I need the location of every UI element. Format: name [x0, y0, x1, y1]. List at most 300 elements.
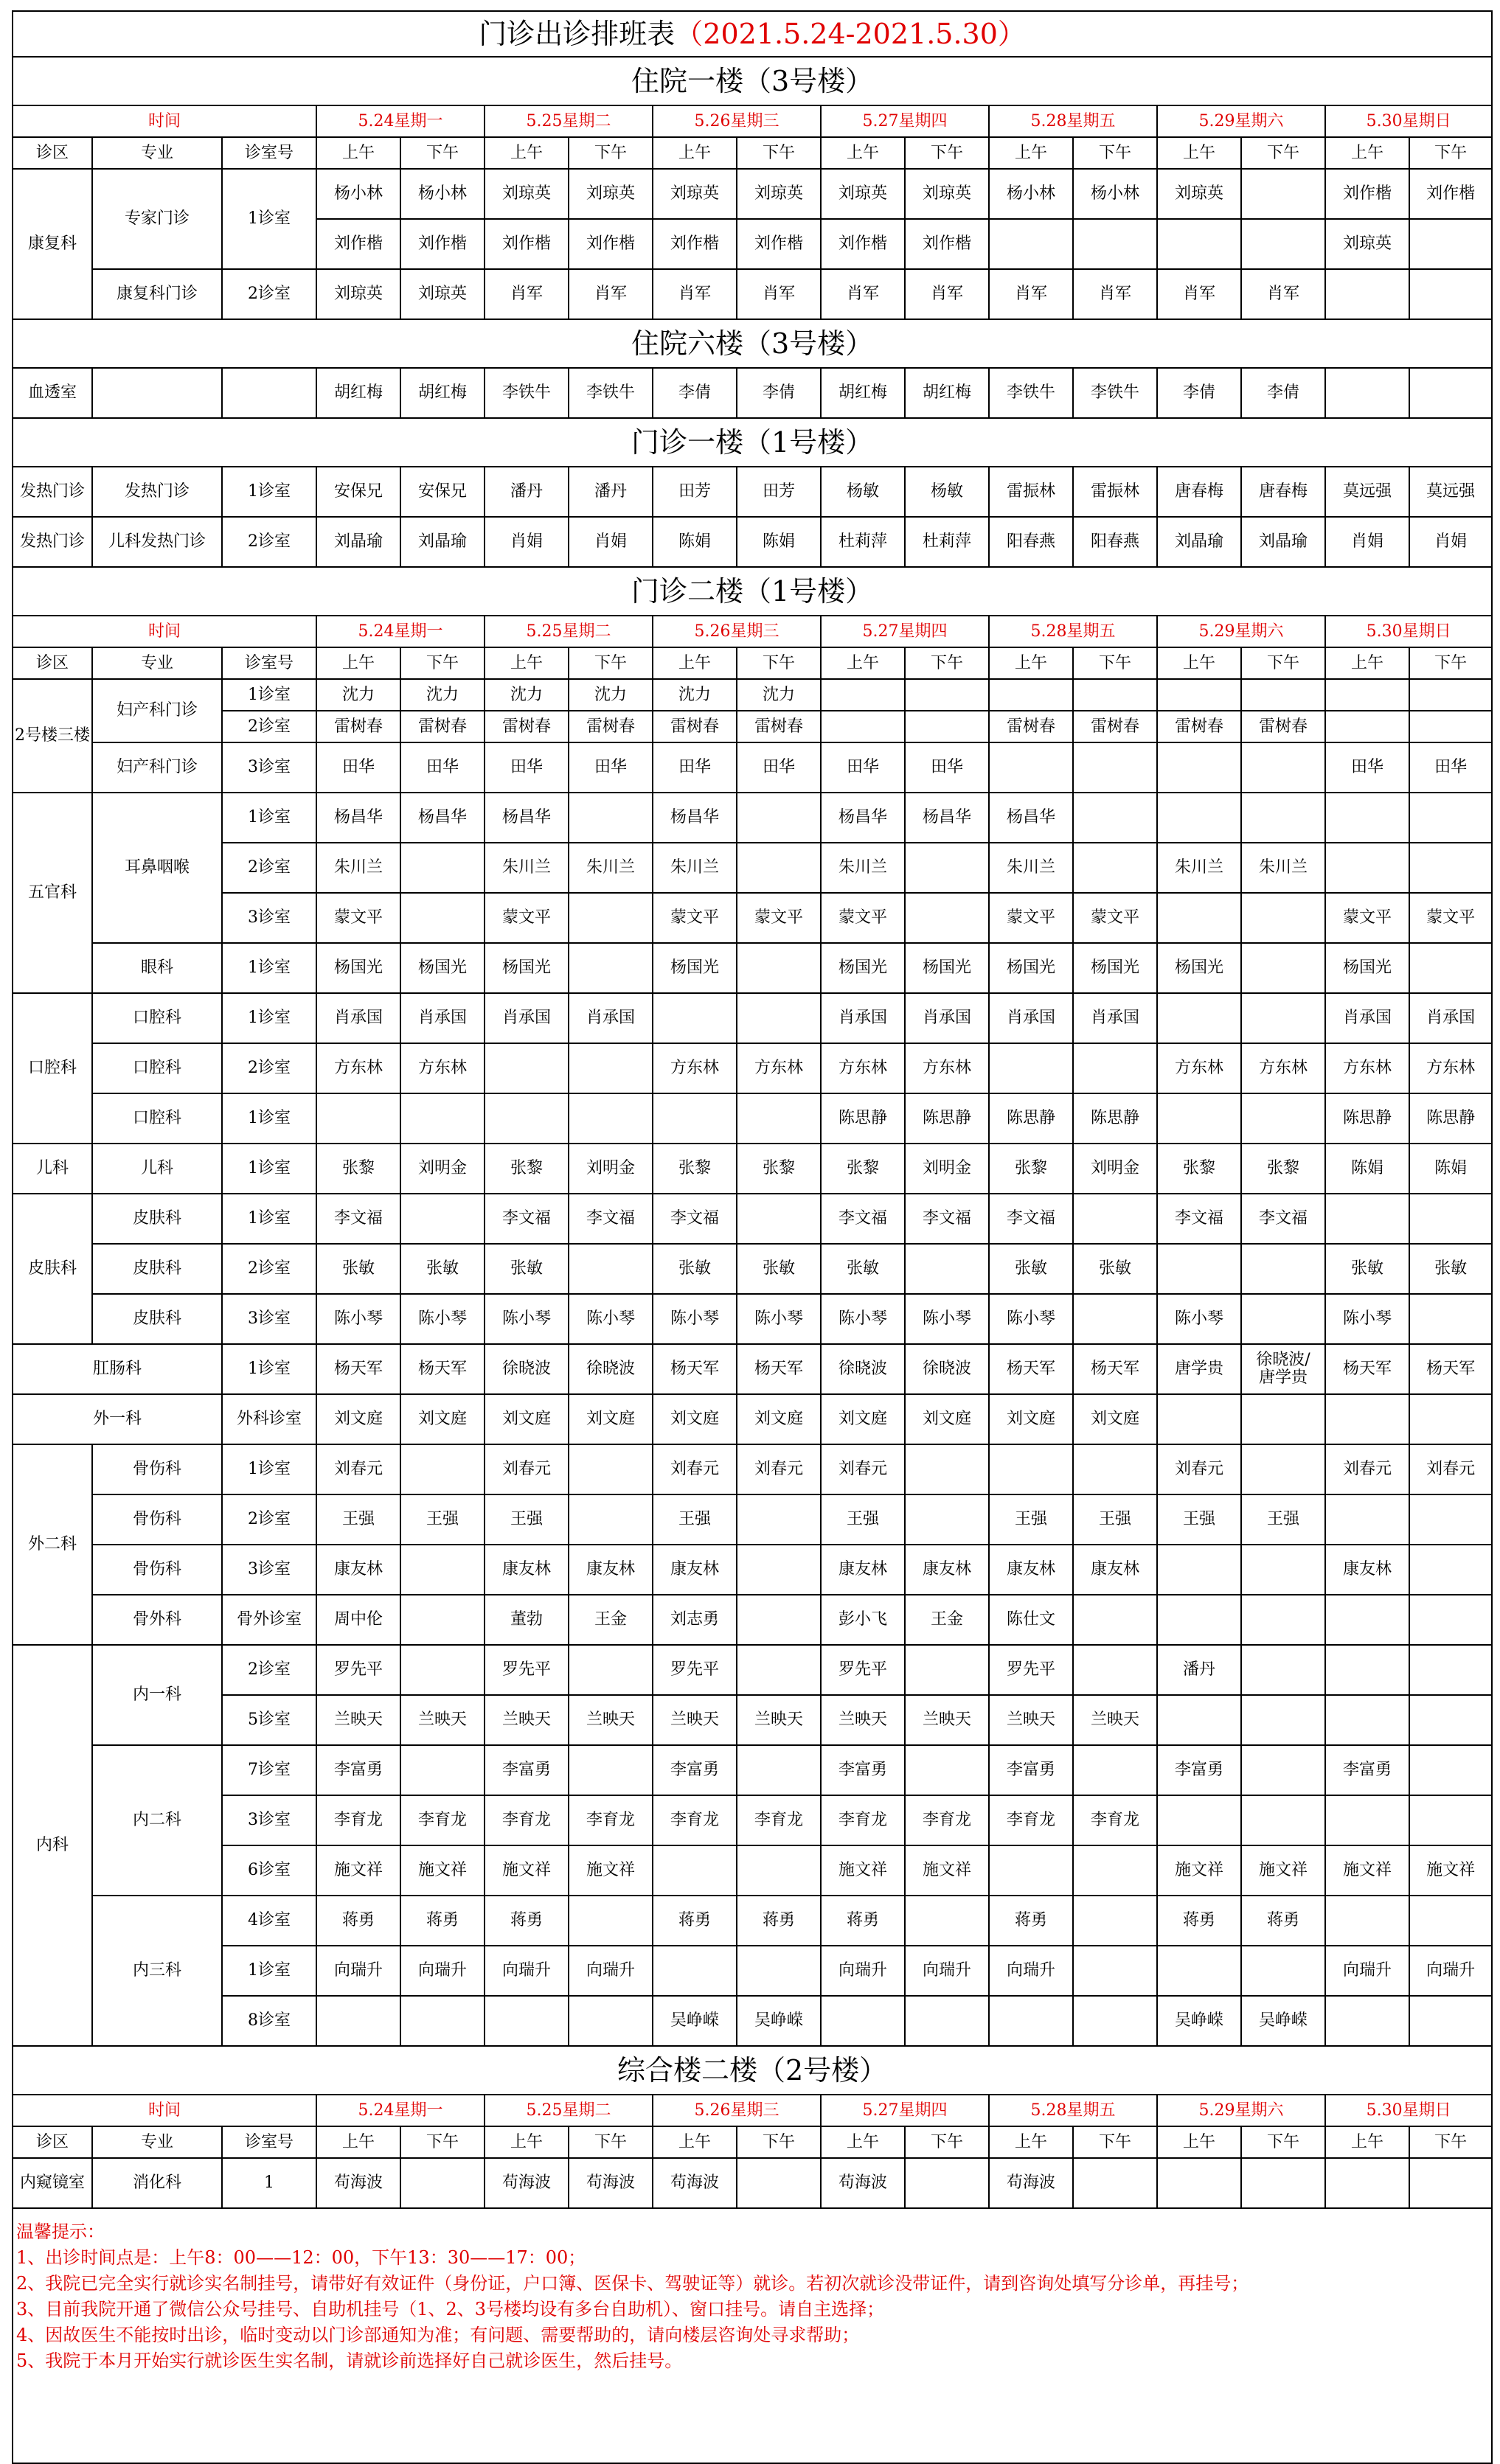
doctor-cell	[1325, 368, 1409, 418]
room-cell: 3诊室	[222, 1294, 316, 1344]
doctor-cell: 李富勇	[653, 1745, 737, 1795]
am-header: 上午	[1157, 647, 1241, 679]
spec-cell: 骨外科	[92, 1595, 222, 1645]
doctor-cell: 刘文庭	[316, 1394, 400, 1444]
day-header: 5.28星期五	[989, 2095, 1157, 2126]
doctor-cell: 方东林	[653, 1043, 737, 1093]
doctor-cell	[1157, 1093, 1241, 1144]
doctor-cell	[1073, 1896, 1157, 1946]
doctor-cell: 雷树春	[485, 711, 569, 742]
doctor-cell: 肖承国	[400, 993, 485, 1043]
section-title: 住院一楼（3号楼）	[13, 57, 1492, 105]
spec-cell: 骨伤科	[92, 1545, 222, 1595]
am-header: 上午	[821, 2126, 905, 2158]
doctor-cell: 徐晓波	[905, 1344, 989, 1394]
spec-cell: 口腔科	[92, 1093, 222, 1144]
doctor-cell: 刘作楷	[905, 219, 989, 269]
doctor-cell	[1073, 742, 1157, 793]
doctor-cell: 兰映天	[989, 1695, 1073, 1745]
room-cell: 2诊室	[222, 711, 316, 742]
doctor-cell: 方东林	[1409, 1043, 1492, 1093]
doctor-cell	[1073, 219, 1157, 269]
doctor-cell: 蒋勇	[316, 1896, 400, 1946]
doctor-cell: 王金	[905, 1595, 989, 1645]
column-header-row	[13, 137, 1492, 169]
doctor-cell	[400, 1194, 485, 1244]
room-cell: 4诊室	[222, 1896, 316, 1946]
doctor-cell: 沈力	[485, 679, 569, 711]
doctor-cell: 周中伦	[316, 1595, 400, 1645]
doctor-cell	[1409, 1645, 1492, 1695]
doctor-cell: 陈小琴	[1325, 1294, 1409, 1344]
doctor-cell	[1241, 1444, 1325, 1494]
am-header: 上午	[485, 647, 569, 679]
doctor-cell: 李育龙	[1073, 1795, 1157, 1845]
doctor-cell: 蒙文平	[737, 893, 821, 943]
schedule-row	[13, 1896, 1492, 1946]
doctor-cell	[989, 742, 1073, 793]
notes-block	[13, 2208, 1492, 2463]
doctor-cell	[1241, 169, 1325, 219]
doctor-cell: 肖军	[737, 269, 821, 319]
doctor-cell: 杨昌华	[653, 793, 737, 843]
doctor-cell: 李育龙	[905, 1795, 989, 1845]
doctor-cell: 刘晶瑜	[1241, 517, 1325, 567]
doctor-cell: 蒋勇	[821, 1896, 905, 1946]
doctor-cell	[1241, 1244, 1325, 1294]
doctor-cell: 陈思静	[821, 1093, 905, 1144]
doctor-cell: 刘文庭	[569, 1394, 653, 1444]
spec-cell: 口腔科	[92, 1043, 222, 1093]
spec-cell: 内二科	[92, 1745, 222, 1896]
doctor-cell	[569, 1745, 653, 1795]
doctor-cell: 肖军	[905, 269, 989, 319]
doctor-cell	[1073, 1595, 1157, 1645]
room-cell: 外科诊室	[222, 1394, 316, 1444]
doctor-cell: 雷树春	[1241, 711, 1325, 742]
doctor-cell	[989, 1996, 1073, 2046]
spec-cell: 妇产科门诊	[92, 742, 222, 793]
doctor-cell: 徐晓波	[821, 1344, 905, 1394]
doctor-cell: 朱川兰	[316, 843, 400, 893]
room-cell: 2诊室	[222, 1244, 316, 1294]
room-cell: 2诊室	[222, 843, 316, 893]
doctor-cell	[905, 679, 989, 711]
doctor-cell: 杨小林	[400, 169, 485, 219]
doctor-cell: 吴峥嵘	[737, 1996, 821, 2046]
doctor-cell: 唐春梅	[1241, 467, 1325, 517]
schedule-row	[13, 1244, 1492, 1294]
doctor-cell: 刘文庭	[989, 1394, 1073, 1444]
doctor-cell: 刘文庭	[1073, 1394, 1157, 1444]
doctor-cell: 李育龙	[989, 1795, 1073, 1845]
doctor-cell: 张黎	[1241, 1144, 1325, 1194]
doctor-cell: 蒙文平	[316, 893, 400, 943]
doctor-cell: 罗先平	[316, 1645, 400, 1695]
section-header-row	[13, 418, 1492, 467]
doctor-cell: 蒋勇	[485, 1896, 569, 1946]
day-header: 5.27星期四	[821, 2095, 989, 2126]
doctor-cell: 刘作楷	[1409, 169, 1492, 219]
doctor-cell	[569, 943, 653, 993]
doctor-cell	[1325, 711, 1409, 742]
dept-cell: 康复科	[13, 169, 92, 319]
doctor-cell: 雷树春	[1073, 711, 1157, 742]
doctor-cell: 向瑞升	[821, 1946, 905, 1996]
room-cell: 1诊室	[222, 1093, 316, 1144]
doctor-cell: 陈小琴	[485, 1294, 569, 1344]
doctor-cell: 刘春元	[1409, 1444, 1492, 1494]
schedule-row	[13, 467, 1492, 517]
doctor-cell: 刘琼英	[653, 169, 737, 219]
spec-cell: 儿科	[92, 1144, 222, 1194]
doctor-cell: 胡红梅	[821, 368, 905, 418]
doctor-cell: 田芳	[653, 467, 737, 517]
doctor-cell: 王强	[316, 1494, 400, 1545]
room-cell: 2诊室	[222, 1043, 316, 1093]
doctor-cell: 张黎	[821, 1144, 905, 1194]
doctor-cell: 王强	[989, 1494, 1073, 1545]
time-header: 时间	[13, 2095, 316, 2126]
room-cell: 骨外诊室	[222, 1595, 316, 1645]
page-title	[13, 11, 1492, 57]
doctor-cell: 王强	[1157, 1494, 1241, 1545]
doctor-cell: 杨天军	[653, 1344, 737, 1394]
schedule-row	[13, 269, 1492, 319]
day-header: 5.24星期一	[316, 105, 485, 137]
doctor-cell: 向瑞升	[989, 1946, 1073, 1996]
day-header: 5.25星期二	[485, 105, 653, 137]
doctor-cell: 刘作楷	[316, 219, 400, 269]
doctor-cell	[569, 1996, 653, 2046]
doctor-cell	[905, 1444, 989, 1494]
schedule-row	[13, 1695, 1492, 1745]
room-cell: 8诊室	[222, 1996, 316, 2046]
am-header: 上午	[316, 647, 400, 679]
doctor-cell: 张黎	[1157, 1144, 1241, 1194]
schedule-row	[13, 1444, 1492, 1494]
spec-cell: 耳鼻咽喉	[92, 793, 222, 943]
doctor-cell: 张敏	[1073, 1244, 1157, 1294]
doctor-cell	[1409, 1494, 1492, 1545]
doctor-cell: 雷树春	[653, 711, 737, 742]
schedule-row	[13, 1946, 1492, 1996]
doctor-cell	[1409, 368, 1492, 418]
doctor-cell	[989, 1043, 1073, 1093]
doctor-cell	[905, 1996, 989, 2046]
doctor-cell: 刘作楷	[737, 219, 821, 269]
doctor-cell: 方东林	[1241, 1043, 1325, 1093]
doctor-cell	[989, 1444, 1073, 1494]
doctor-cell: 李铁牛	[989, 368, 1073, 418]
doctor-cell: 李文福	[569, 1194, 653, 1244]
doctor-cell	[316, 1093, 400, 1144]
day-header: 5.28星期五	[989, 616, 1157, 647]
doctor-cell	[569, 793, 653, 843]
doctor-cell: 方东林	[1325, 1043, 1409, 1093]
pm-header: 下午	[569, 2126, 653, 2158]
doctor-cell: 朱川兰	[1157, 843, 1241, 893]
doctor-cell	[1409, 1996, 1492, 2046]
room-cell: 1诊室	[222, 467, 316, 517]
day-header: 5.26星期三	[653, 616, 821, 647]
doctor-cell: 陈小琴	[653, 1294, 737, 1344]
doctor-cell: 刘琼英	[485, 169, 569, 219]
doctor-cell: 李文福	[485, 1194, 569, 1244]
doctor-cell	[1241, 893, 1325, 943]
doctor-cell	[1325, 1595, 1409, 1645]
spec-cell: 外一科	[13, 1394, 222, 1444]
doctor-cell	[737, 1845, 821, 1896]
section-header-row	[13, 567, 1492, 616]
doctor-cell: 刘明金	[1073, 1144, 1157, 1194]
am-header: 上午	[1325, 137, 1409, 169]
doctor-cell	[1409, 679, 1492, 711]
doctor-cell: 张黎	[737, 1144, 821, 1194]
doctor-cell	[1157, 679, 1241, 711]
doctor-cell	[569, 1645, 653, 1695]
doctor-cell: 杨国光	[1073, 943, 1157, 993]
doctor-cell: 刘晶瑜	[316, 517, 400, 567]
doctor-cell: 陈思静	[1409, 1093, 1492, 1144]
doctor-cell: 刘春元	[1325, 1444, 1409, 1494]
pm-header: 下午	[737, 647, 821, 679]
doctor-cell: 陈小琴	[316, 1294, 400, 1344]
doctor-cell: 王强	[400, 1494, 485, 1545]
doctor-cell	[1409, 1896, 1492, 1946]
section-title: 门诊二楼（1号楼）	[13, 567, 1492, 616]
doctor-cell: 肖军	[569, 269, 653, 319]
doctor-cell	[905, 1494, 989, 1545]
doctor-cell: 康友林	[1325, 1545, 1409, 1595]
room-cell: 1诊室	[222, 169, 316, 269]
doctor-cell	[1409, 1795, 1492, 1845]
doctor-cell: 康友林	[485, 1545, 569, 1595]
doctor-cell: 杨昌华	[400, 793, 485, 843]
doctor-cell	[821, 711, 905, 742]
doctor-cell: 蒋勇	[1157, 1896, 1241, 1946]
doctor-cell: 肖军	[989, 269, 1073, 319]
pm-header: 下午	[1409, 137, 1492, 169]
doctor-cell	[1157, 1545, 1241, 1595]
doctor-cell: 莫远强	[1325, 467, 1409, 517]
pm-header: 下午	[1241, 2126, 1325, 2158]
doctor-cell	[737, 1946, 821, 1996]
doctor-cell: 肖承国	[485, 993, 569, 1043]
doctor-cell: 杨国光	[653, 943, 737, 993]
schedule-row	[13, 169, 1492, 219]
doctor-cell	[569, 1244, 653, 1294]
schedule-row	[13, 843, 1492, 893]
doctor-cell: 杨天军	[737, 1344, 821, 1394]
room-cell: 1诊室	[222, 943, 316, 993]
doctor-cell: 肖娟	[1409, 517, 1492, 567]
doctor-cell	[1073, 1194, 1157, 1244]
doctor-cell: 张敏	[989, 1244, 1073, 1294]
doctor-cell: 肖承国	[1073, 993, 1157, 1043]
doctor-cell: 徐晓波/ 唐学贵	[1241, 1344, 1325, 1394]
spec-cell: 眼科	[92, 943, 222, 993]
schedule-row	[13, 1093, 1492, 1144]
doctor-cell	[737, 1494, 821, 1545]
doctor-cell	[905, 711, 989, 742]
doctor-cell: 肖承国	[905, 993, 989, 1043]
day-header: 5.29星期六	[1157, 105, 1325, 137]
doctor-cell: 李富勇	[1157, 1745, 1241, 1795]
day-header: 5.30星期日	[1325, 105, 1492, 137]
doctor-cell: 陈小琴	[821, 1294, 905, 1344]
schedule-row	[13, 1845, 1492, 1896]
doctor-cell	[905, 843, 989, 893]
doctor-cell: 施文祥	[1241, 1845, 1325, 1896]
note-n4: 4、因故医生不能按时出诊，临时变动以门诊部通知为准；有问题、需要帮助的，请向楼层咨询处寻求帮助；	[16, 2325, 860, 2345]
spec-cell: 内三科	[92, 1896, 222, 2046]
doctor-cell: 田华	[569, 742, 653, 793]
pm-header: 下午	[400, 647, 485, 679]
day-header: 5.26星期三	[653, 105, 821, 137]
doctor-cell: 杜莉萍	[905, 517, 989, 567]
doctor-cell	[400, 893, 485, 943]
doctor-cell: 李育龙	[653, 1795, 737, 1845]
dept-cell: 皮肤科	[13, 1194, 92, 1344]
doctor-cell: 蒋勇	[400, 1896, 485, 1946]
doctor-cell	[1241, 1545, 1325, 1595]
doctor-cell	[400, 1745, 485, 1795]
doctor-cell: 刘琼英	[1157, 169, 1241, 219]
doctor-cell	[1241, 1645, 1325, 1695]
room-cell: 1诊室	[222, 793, 316, 843]
doctor-cell: 雷树春	[316, 711, 400, 742]
doctor-cell: 张敏	[1409, 1244, 1492, 1294]
doctor-cell: 杨天军	[1073, 1344, 1157, 1394]
doctor-cell: 莫远强	[1409, 467, 1492, 517]
am-header: 上午	[1325, 647, 1409, 679]
doctor-cell: 李文福	[905, 1194, 989, 1244]
doctor-cell: 苟海波	[653, 2158, 737, 2208]
doctor-cell: 康友林	[316, 1545, 400, 1595]
doctor-cell: 刘文庭	[737, 1394, 821, 1444]
doctor-cell: 杨天军	[400, 1344, 485, 1394]
doctor-cell: 向瑞升	[400, 1946, 485, 1996]
title-row	[13, 11, 1492, 57]
pm-header: 下午	[905, 137, 989, 169]
doctor-cell	[1409, 219, 1492, 269]
doctor-cell: 朱川兰	[569, 843, 653, 893]
doctor-cell: 方东林	[316, 1043, 400, 1093]
spec-cell: 皮肤科	[92, 1294, 222, 1344]
doctor-cell: 张敏	[653, 1244, 737, 1294]
doctor-cell	[1325, 1896, 1409, 1946]
am-header: 上午	[989, 647, 1073, 679]
schedule-row	[13, 993, 1492, 1043]
doctor-cell: 向瑞升	[485, 1946, 569, 1996]
doctor-cell: 沈力	[316, 679, 400, 711]
doctor-cell: 沈力	[569, 679, 653, 711]
am-header: 上午	[316, 137, 400, 169]
doctor-cell: 肖承国	[569, 993, 653, 1043]
doctor-cell: 刘明金	[569, 1144, 653, 1194]
doctor-cell	[989, 679, 1073, 711]
doctor-cell: 雷树春	[400, 711, 485, 742]
pm-header: 下午	[1241, 137, 1325, 169]
doctor-cell: 徐晓波	[569, 1344, 653, 1394]
doctor-cell: 杨小林	[989, 169, 1073, 219]
day-header: 5.29星期六	[1157, 616, 1325, 647]
doctor-cell: 刘明金	[400, 1144, 485, 1194]
doctor-cell	[1325, 1795, 1409, 1845]
doctor-cell	[1157, 893, 1241, 943]
spec-cell: 口腔科	[92, 993, 222, 1043]
doctor-cell	[1409, 1545, 1492, 1595]
doctor-cell: 陈小琴	[989, 1294, 1073, 1344]
room-cell	[222, 368, 316, 418]
doctor-cell: 杨小林	[1073, 169, 1157, 219]
doctor-cell: 张敏	[316, 1244, 400, 1294]
pm-header: 下午	[737, 137, 821, 169]
doctor-cell: 方东林	[1157, 1043, 1241, 1093]
doctor-cell	[1073, 793, 1157, 843]
doctor-cell: 苟海波	[989, 2158, 1073, 2208]
am-header: 上午	[1157, 2126, 1241, 2158]
doctor-cell: 吴峥嵘	[1241, 1996, 1325, 2046]
doctor-cell: 杨国光	[821, 943, 905, 993]
time-header-row	[13, 2095, 1492, 2126]
doctor-cell: 杨天军	[1325, 1344, 1409, 1394]
doctor-cell: 向瑞升	[1409, 1946, 1492, 1996]
doctor-cell: 李文福	[989, 1194, 1073, 1244]
room-cell: 6诊室	[222, 1845, 316, 1896]
doctor-cell: 蒙文平	[485, 893, 569, 943]
doctor-cell: 蒙文平	[1409, 893, 1492, 943]
doctor-cell	[1241, 219, 1325, 269]
doctor-cell: 刘春元	[821, 1444, 905, 1494]
doctor-cell: 沈力	[400, 679, 485, 711]
schedule-row	[13, 1996, 1492, 2046]
doctor-cell: 康友林	[905, 1545, 989, 1595]
pm-header: 下午	[1409, 2126, 1492, 2158]
doctor-cell: 田华	[1409, 742, 1492, 793]
doctor-cell: 肖军	[485, 269, 569, 319]
doctor-cell	[1241, 1695, 1325, 1745]
doctor-cell: 苟海波	[821, 2158, 905, 2208]
room-cell: 1诊室	[222, 1946, 316, 1996]
doctor-cell: 肖军	[1241, 269, 1325, 319]
doctor-cell: 李育龙	[400, 1795, 485, 1845]
doctor-cell: 刘春元	[485, 1444, 569, 1494]
doctor-cell	[989, 219, 1073, 269]
day-header: 5.28星期五	[989, 105, 1157, 137]
schedule-row	[13, 943, 1492, 993]
doctor-cell: 方东林	[737, 1043, 821, 1093]
doctor-cell	[1157, 1695, 1241, 1745]
doctor-cell	[1409, 793, 1492, 843]
spec-cell: 肛肠科	[13, 1344, 222, 1394]
doctor-cell	[653, 1093, 737, 1144]
doctor-cell	[485, 1093, 569, 1144]
doctor-cell: 肖承国	[1325, 993, 1409, 1043]
dept-cell: 发热门诊	[13, 517, 92, 567]
doctor-cell	[1073, 1294, 1157, 1344]
schedule-row	[13, 793, 1492, 843]
doctor-cell	[1241, 993, 1325, 1043]
doctor-cell: 刘文庭	[485, 1394, 569, 1444]
dept-cell: 血透室	[13, 368, 92, 418]
am-header: 上午	[485, 137, 569, 169]
dept-header: 诊区	[13, 2126, 92, 2158]
dept-cell: 内科	[13, 1645, 92, 2046]
doctor-cell	[1241, 1946, 1325, 1996]
am-header: 上午	[653, 2126, 737, 2158]
